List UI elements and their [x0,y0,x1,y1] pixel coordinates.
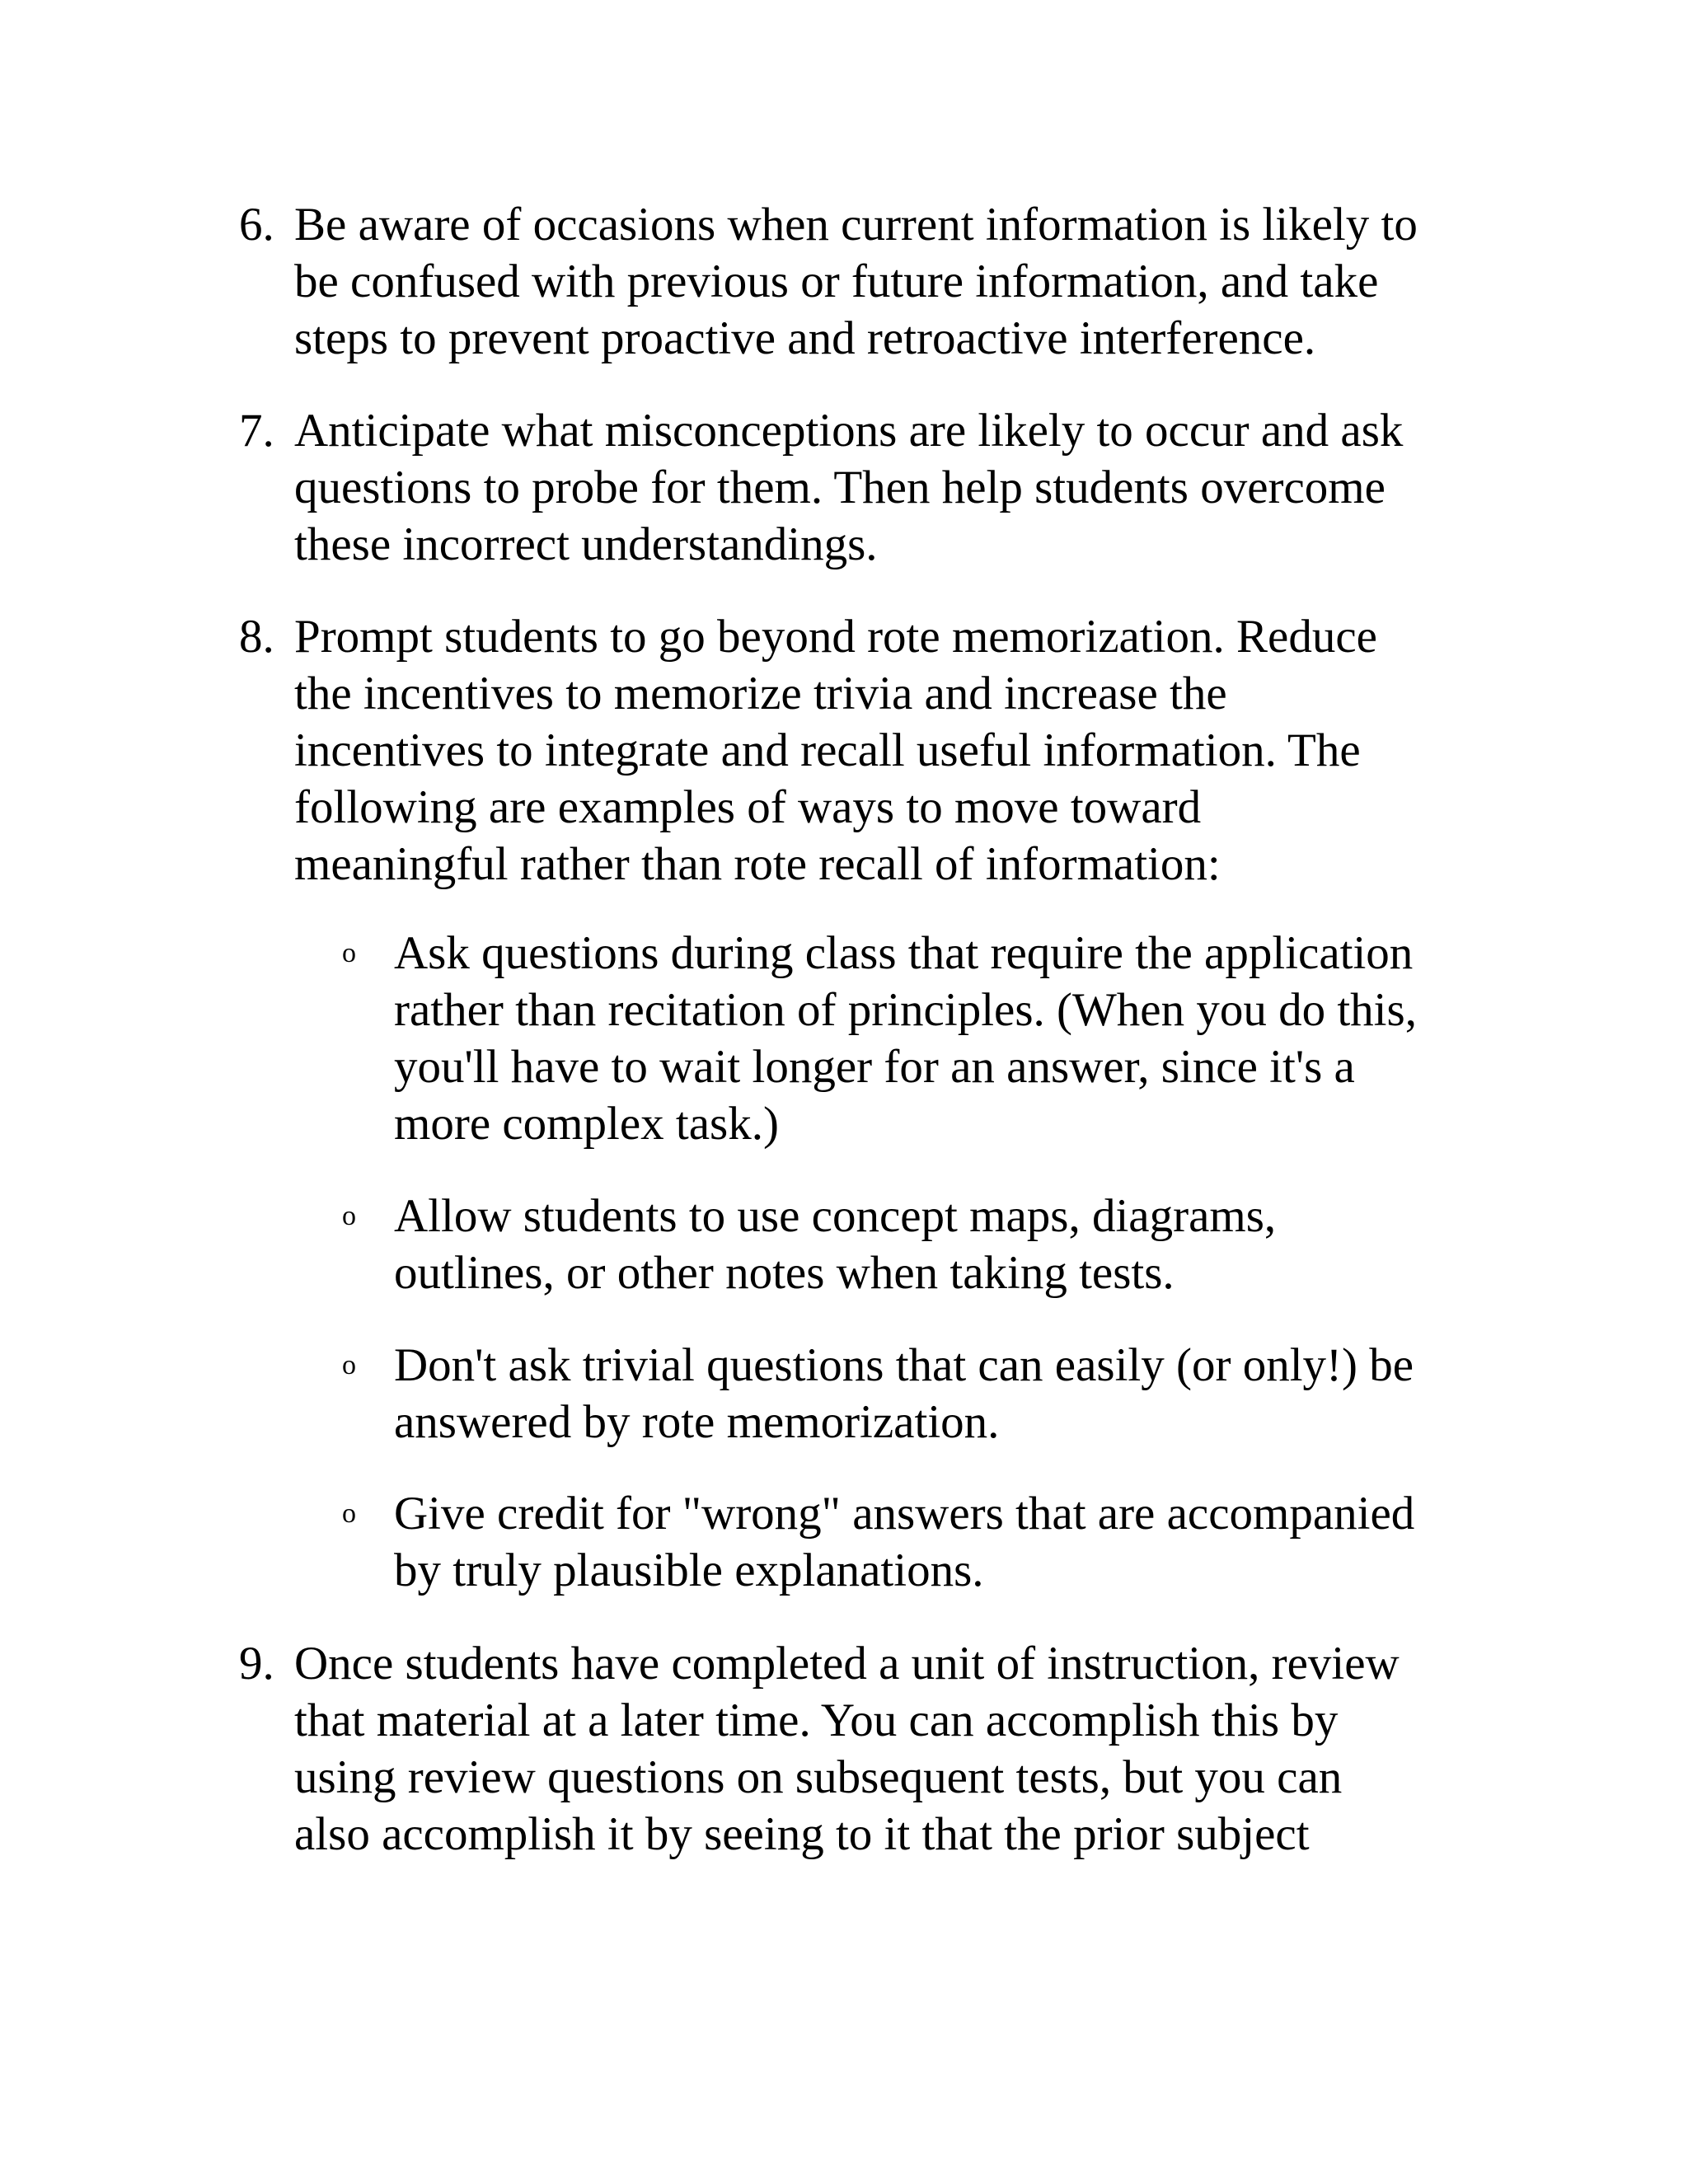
item-text-line: the incentives to memorize trivia and increase the [294,668,1227,719]
item-text-line: these incorrect understandings. [294,518,878,570]
sub-item-text-line: Don't ask trivial questions that can easily (or only!) be [394,1339,1414,1391]
bullet-icon: o [342,1350,356,1380]
item-text-line: Be aware of occasions when current information is likely to [294,199,1418,251]
item-number: 6. [239,199,274,251]
sub-item-text-line: more complex task.) [394,1098,779,1150]
item-text-line: Prompt students to go beyond rote memorization. Reduce [294,611,1377,663]
item-text-line: meaningful rather than rote recall of information: [294,838,1221,890]
item-text-line: following are examples of ways to move toward [294,781,1202,833]
bullet-icon: o [342,1498,356,1529]
item-number: 9. [239,1638,274,1690]
item-text-line: Once students have completed a unit of instruction, review [294,1638,1400,1690]
sub-item-text-line: Ask questions during class that require the application [394,927,1414,979]
item-text-line: steps to prevent proactive and retroactive interference. [294,312,1316,364]
item-text-line: incentives to integrate and recall useful information. The [294,724,1361,776]
sub-item-text-line: answered by rote memorization. [394,1396,1000,1448]
item-text-line: Anticipate what misconceptions are likely to occur and ask [294,405,1404,457]
bullet-icon: o [342,938,356,968]
item-text-line: be confused with previous or future information, and take [294,255,1379,307]
item-text-line: questions to probe for them. Then help students overcome [294,462,1386,513]
item-number: 7. [239,405,274,457]
item-text-line: also accomplish it by seeing to it that the prior subject [294,1808,1310,1860]
item-number: 8. [239,611,274,663]
sub-item-text-line: rather than recitation of principles. (When you do this, [394,984,1417,1036]
sub-item-text-line: by truly plausible explanations. [394,1544,984,1596]
item-text-line: using review questions on subsequent tests, but you can [294,1751,1343,1803]
sub-item-text-line: outlines, or other notes when taking tests. [394,1247,1175,1299]
sub-item-text-line: Allow students to use concept maps, diagrams, [394,1190,1277,1242]
item-text-line: that material at a later time. You can accomplish this by [294,1694,1339,1746]
sub-item-text-line: you'll have to wait longer for an answer, since it's a [394,1041,1355,1093]
bullet-icon: o [342,1201,356,1231]
sub-item-text-line: Give credit for "wrong" answers that are accompanied [394,1488,1415,1540]
